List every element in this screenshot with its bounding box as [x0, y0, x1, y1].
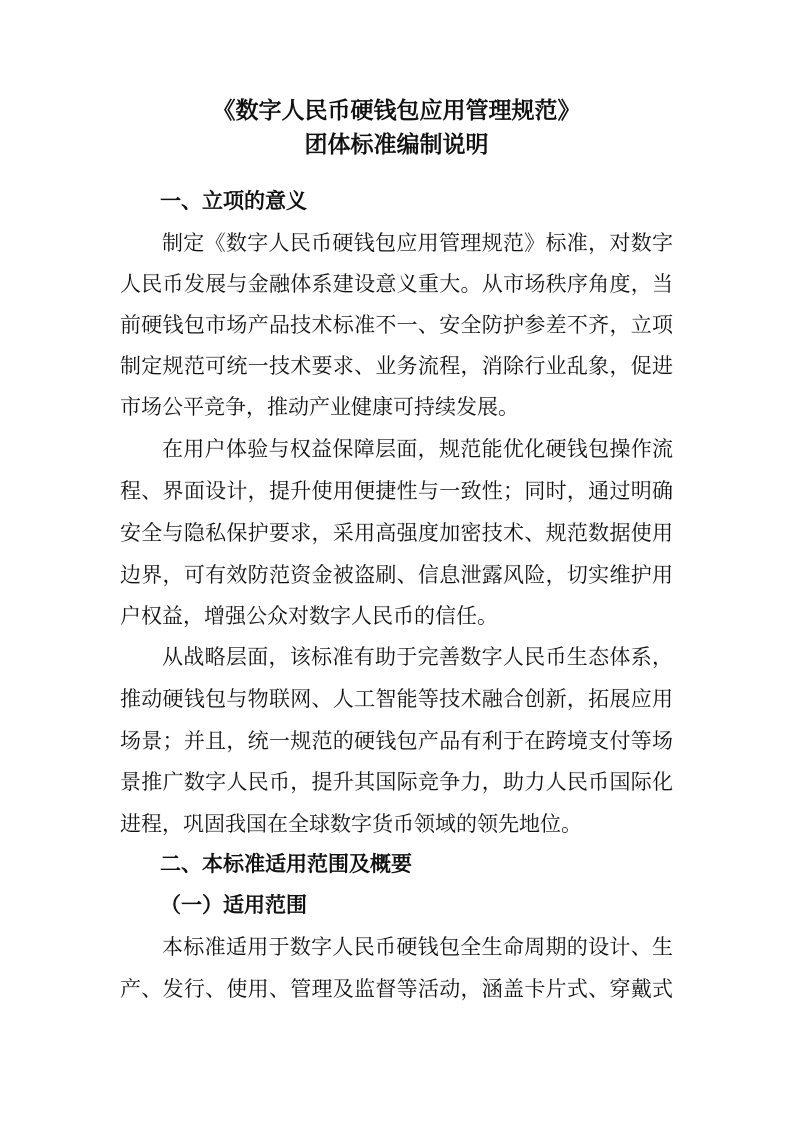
paragraph-line: 前硬钱包市场产品技术标准不一、安全防护参差不齐，立项 — [120, 313, 673, 337]
paragraph-line: 景推广数字人民币，提升其国际竞争力，助力人民币国际化 — [120, 770, 673, 794]
paragraph-line: 在用户体验与权益保障层面，规范能优化硬钱包操作流 — [162, 437, 673, 461]
paragraph-line: 从战略层面，该标准有助于完善数字人民币生态体系， — [162, 645, 673, 669]
section-heading-scope-overview: 二、本标准适用范围及概要 — [160, 852, 412, 876]
paragraph-line: 制定《数字人民币硬钱包应用管理规范》标准，对数字 — [162, 231, 673, 255]
paragraph-line: 本标准适用于数字人民币硬钱包全生命周期的设计、生 — [162, 935, 673, 959]
paragraph-line: 户权益，增强公众对数字人民币的信任。 — [120, 604, 498, 628]
paragraph-line: 制定规范可统一技术要求、业务流程，消除行业乱象，促进 — [120, 354, 673, 378]
document-title: 《数字人民币硬钱包应用管理规范》 — [212, 98, 581, 124]
paragraph-line: 程、界面设计，提升使用便捷性与一致性；同时，通过明确 — [120, 479, 673, 503]
paragraph-line: 人民币发展与金融体系建设意义重大。从市场秩序角度，当 — [120, 272, 673, 296]
paragraph-line: 推动硬钱包与物联网、人工智能等技术融合创新，拓展应用 — [120, 687, 673, 711]
section-heading-significance: 一、立项的意义 — [160, 189, 307, 213]
paragraph-line: 边界，可有效防范资金被盗刷、信息泄露风险，切实维护用 — [120, 563, 673, 587]
document-subtitle: 团体标准编制说明 — [304, 132, 489, 158]
paragraph-line: 进程，巩固我国在全球数字货币领域的领先地位。 — [120, 812, 582, 836]
paragraph-line: 产、发行、使用、管理及监督等活动，涵盖卡片式、穿戴式 — [120, 977, 673, 1001]
subsection-heading-scope: （一）适用范围 — [160, 893, 307, 917]
paragraph-line: 市场公平竞争，推动产业健康可持续发展。 — [120, 395, 519, 419]
paragraph-line: 安全与隐私保护要求，采用高强度加密技术、规范数据使用 — [120, 521, 673, 545]
paragraph-line: 场景；并且，统一规范的硬钱包产品有利于在跨境支付等场 — [120, 729, 673, 753]
